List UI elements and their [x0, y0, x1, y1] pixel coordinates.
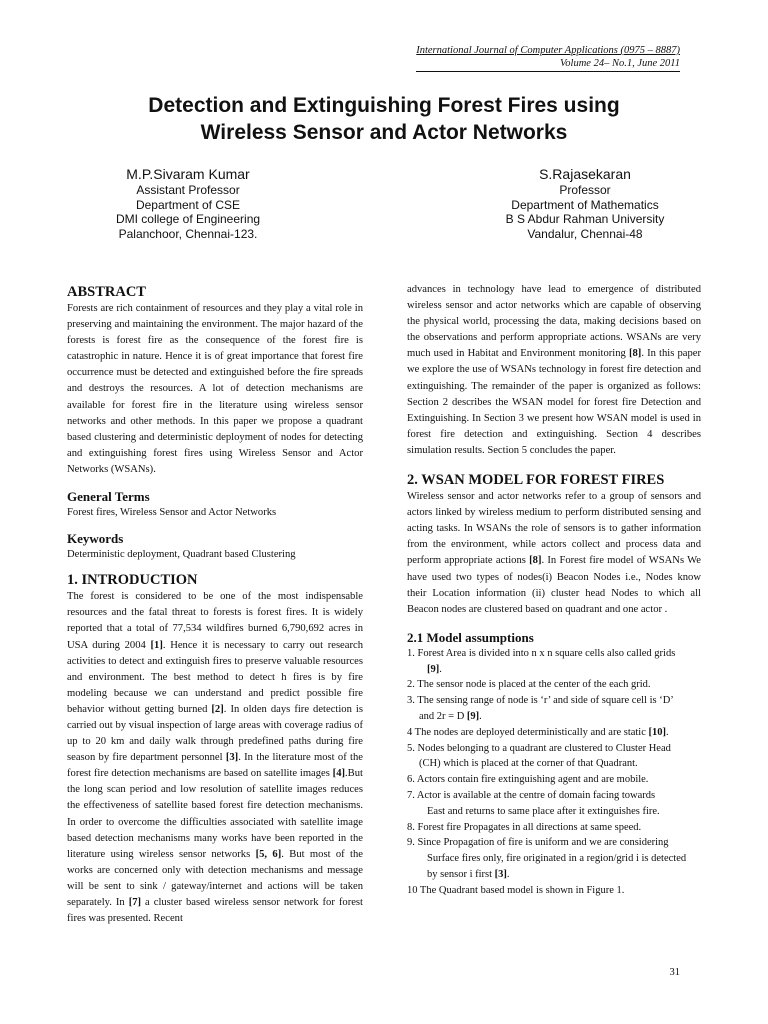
list-item: 5. Nodes belonging to a quadrant are clustered to Cluster Head (CH) which is placed at the corner of that Quadrant.: [407, 742, 671, 770]
abstract-heading: ABSTRACT: [67, 284, 146, 300]
title-line-1: Detection and Extinguishing Forest Fires using: [148, 94, 620, 117]
introduction-paragraph: The forest is considered to be one of the most indispensable resources and the fatal threat to forests is forest fires. It is widely reported that a total of 77,534 wildfires burned 6,790,692 acres in USA during 2004 [1]. Hence it is necessary to carry out research activities to detect and extinguish fires to preserve valuable resources and environment. The best method to detect h fires is by fire modeling because we can understand and predict possible fire behavior without getting burned [2]. In olden days fire detection is carried out by visual inspection of large areas with coverage radius of up to 20 km and daily walk through predefined paths during fire season by fire department personnel [3]. In the literature most of the forest fire detection mechanisms are based on satellite images [4].But the long scan period and low resolution of satellite images reduces the effectiveness of satellite based forest fire detection mechanisms. In order to overcome the difficulties associated with satellite image based detection mechanisms many works have been reported in the literature using wireless sensor networks [5, 6]. But most of the works are concerned only with detection mechanisms and message will be sent to sink / gateway/internet and actions will be taken separately. In [7] a cluster based wireless sensor network for forest fires was presented. Recent: [67, 591, 363, 925]
author-name: S.Rajasekaran: [539, 166, 631, 182]
list-item: 6. Actors contain fire extinguishing agent and are mobile.: [407, 774, 649, 786]
list-item: 2. The sensor node is placed at the center of the each grid.: [407, 679, 651, 691]
citation: [4]: [332, 768, 346, 780]
author-block-1: [68, 165, 308, 242]
author-affiliation: Palanchoor, Chennai-123.: [118, 227, 258, 242]
page-number: 31: [669, 967, 680, 978]
list-item: 4 The nodes are deployed deterministically and are static [10].: [407, 726, 669, 738]
author-affiliation: Assistant Professor: [136, 183, 240, 197]
citation: [8]: [529, 555, 542, 567]
general-terms-heading: General Terms: [67, 489, 150, 505]
introduction-heading: 1. INTRODUCTION: [67, 572, 198, 589]
author-affiliation: Vandalur, Chennai-48: [527, 227, 643, 242]
introduction-paragraph-cont: advances in technology have lead to emergence of distributed wireless sensor and actor networks which are capable of observing the physical world, processing the data, making decisions based on the observations and perform appropriate actions. WSANs are very much used in Habitat and Environment monitoring [8]. In this paper we explore the use of WSANs technology in forest fire detection and extinguishing. The remainder of the paper is organized as follows: Section 2 describes the WSAN model for forest fire Detection and Extinguishing. In Section 3 we present how WSAN model is used in forest fire detection and extinguishing. Section 4 describes simulation results. Section 5 concludes the paper.: [407, 284, 701, 456]
abstract-text: Forests are rich containment of resources and they play a vital role in preserving and maintaining the environment. The major hazard of the forests is forest fire as the consequence of the forest fire is catastrophic in nature. Hence it is of great importance that forest fire occurrence must be detected and extinguished before the fire spreads and destroys the resources. A lot of detection mechanisms are available for forest fire in the literature using wireless sensor networks and other methods. In this paper we propose a quadrant based clustering and deterministic deployment of nodes for detecting and extinguishing forest fires using Wireless Sensor and Actor Networks (WSANs).: [67, 303, 363, 475]
list-item: 9. Since Propagation of fire is uniform and we are considering Surface fires only, fire originated in a region/grid i is detected by sensor i first [3].: [407, 837, 687, 880]
list-item: 8. Forest fire Propagates in all directions at same speed.: [407, 821, 642, 833]
journal-name: International Journal of Computer Applications (0975 – 8887): [416, 45, 680, 56]
keywords-text: Deterministic deployment, Quadrant based Clustering: [67, 549, 296, 561]
citation: [2]: [211, 703, 224, 715]
author-affiliation: Department of CSE: [135, 197, 241, 212]
section21-heading: 2.1 Model assumptions: [407, 629, 534, 645]
citation: [3]: [225, 752, 239, 764]
keywords-heading: Keywords: [67, 531, 124, 547]
citation: [7]: [128, 897, 142, 908]
author-affiliation: B S Abdur Rahman University: [505, 212, 665, 227]
author-affiliation: DMI college of Engineering: [115, 212, 261, 227]
list-item: 10 The Quadrant based model is shown in Figure 1.: [407, 884, 625, 896]
general-terms-text: Forest fires, Wireless Sensor and Actor Networks: [67, 507, 277, 519]
journal-volume: Volume 24– No.1, June 2011: [416, 57, 680, 72]
citation: [8]: [628, 348, 642, 360]
citation: [5, 6]: [255, 848, 282, 860]
left-column: [67, 283, 363, 927]
title-line-2: Wireless Sensor and Actor Networks: [200, 121, 568, 144]
section2-paragraph: Wireless sensor and actor networks refer to a group of sensors and actors linked by wireless medium to perform distributed sensing and acting tasks. In WSANs the role of sensors is to gather information from the environment, while actors collect and process data and perform appropriate actions [8]. In Forest fire model of WSANs We have used two types of nodes(i) Beacon Nodes i.e., Nodes know their Location information (ii) cluster head Nodes to which all Beacon nodes are clustered based on quadrant and one actor .: [407, 491, 701, 615]
list-item: 7. Actor is available at the centre of domain facing towards East and returns to same place after it extinguishes fire.: [407, 789, 660, 817]
author-block-2: [470, 165, 700, 242]
paper-title: [0, 92, 768, 146]
citation: [1]: [150, 639, 163, 651]
author-name: M.P.Sivaram Kumar: [126, 166, 250, 182]
section2-heading: 2. WSAN MODEL FOR FOREST FIRES: [407, 472, 665, 489]
journal-header: [416, 44, 680, 72]
author-affiliation: Professor: [559, 183, 611, 197]
author-affiliation: Department of Mathematics: [511, 197, 659, 212]
right-column: [407, 282, 701, 899]
assumptions-list: [407, 646, 701, 899]
list-item: 1. Forest Area is divided into n x n square cells also called grids [9].: [407, 647, 676, 675]
list-item: 3. The sensing range of node is ‘r’ and side of square cell is ‘D’ and 2r = D [9].: [407, 695, 674, 722]
